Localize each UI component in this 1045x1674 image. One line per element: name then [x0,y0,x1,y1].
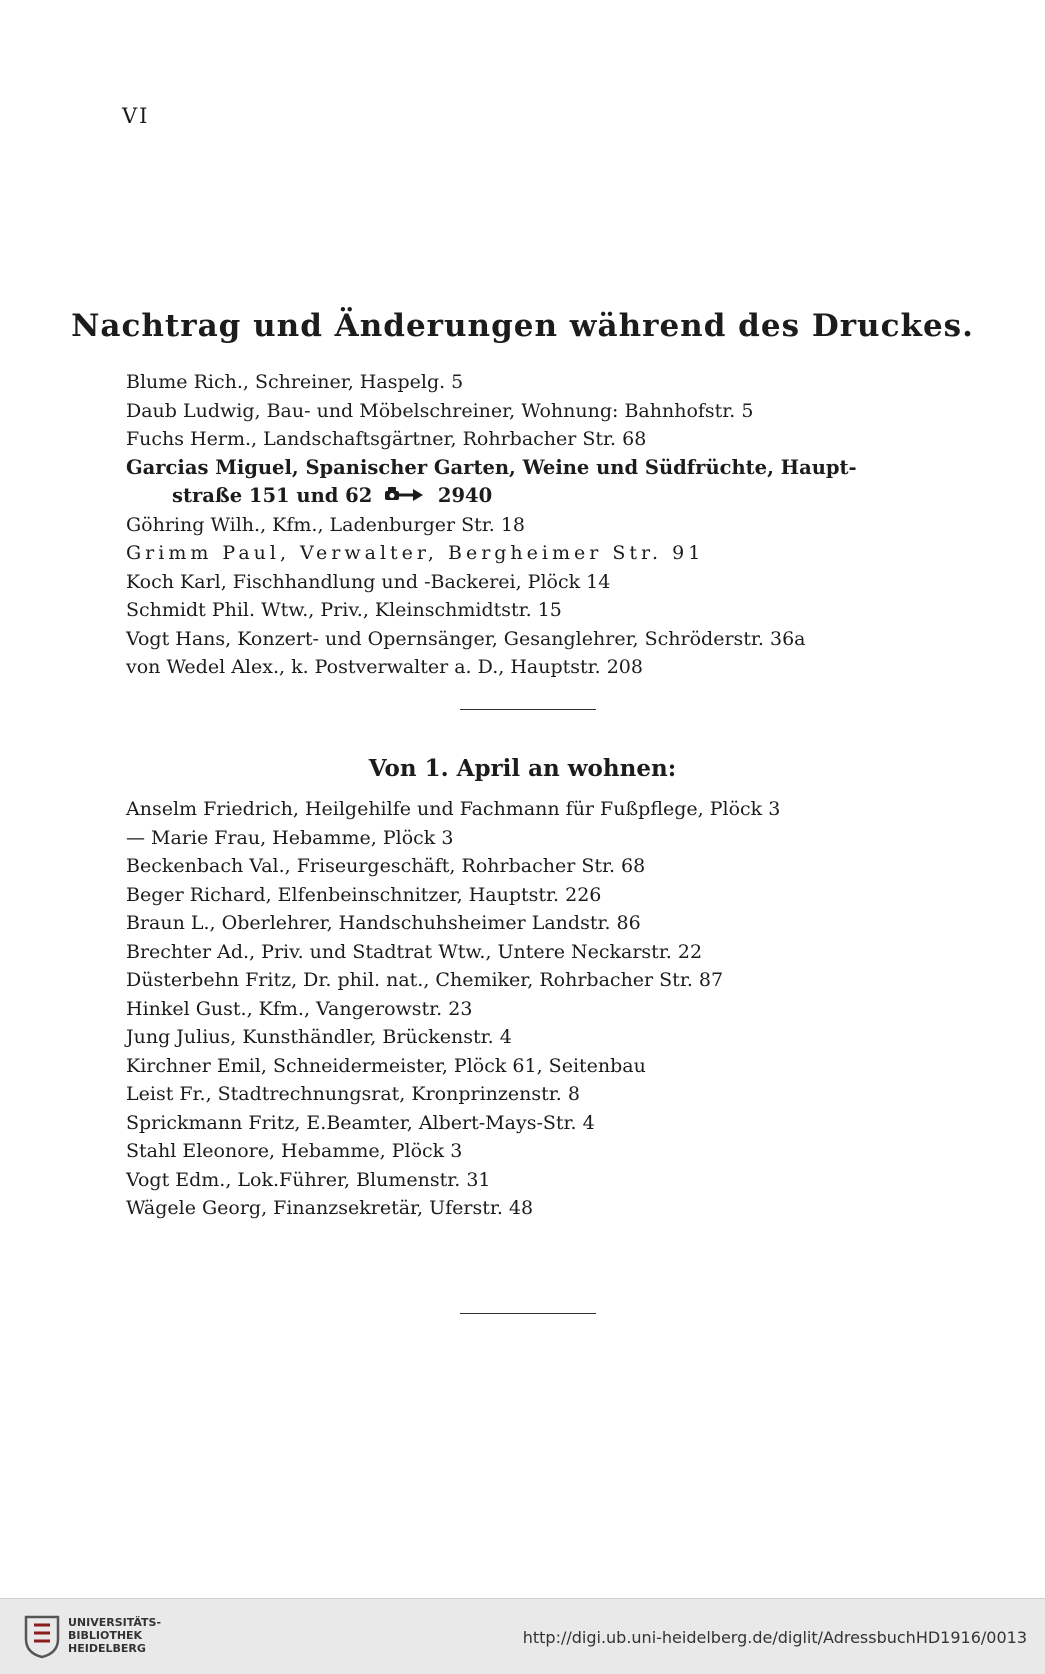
list-item: Braun L., Oberlehrer, Handschuhsheimer Landstr. 86 [126,912,641,934]
divider-rule [460,709,596,710]
list-item: Vogt Hans, Konzert- und Opernsänger, Gesanglehrer, Schröderstr. 36a [126,627,806,650]
bold-entry-address: straße 151 und 62 [172,484,373,507]
list-item: Sprickmann Fritz, E.Beamter, Albert-Mays-Str. 4 [126,1111,595,1134]
bold-entry-line2 [126,482,916,511]
list-item: Düsterbehn Fritz, Dr. phil. nat., Chemiker, Rohrbacher Str. 87 [126,969,724,991]
main-heading: Nachtrag und Änderungen während des Druckes. [71,308,974,344]
bold-entry-line1: Garcias Miguel, Spanischer Garten, Weine und Südfrüchte, Haupt- [126,455,857,479]
supplement-list [126,368,926,682]
list-item: Leist Fr., Stadtrechnungsrat, Kronprinzenstr. 8 [126,1083,580,1105]
list-item: Vogt Edm., Lok.Führer, Blumenstr. 31 [126,1168,491,1191]
university-library-logo [22,1613,62,1659]
divider-rule [460,1313,596,1314]
source-url-link[interactable]: http://digi.ub.uni-heidelberg.de/diglit/AdressbuchHD1916/0013 [522,1628,1027,1647]
list-item: Beckenbach Val., Friseurgeschäft, Rohrbacher Str. 68 [126,855,646,877]
list-item: von Wedel Alex., k. Postverwalter a. D., Hauptstr. 208 [126,656,643,678]
telephone-icon [383,485,427,505]
bold-entry-phone-number: 2940 [437,484,493,507]
list-item: Schmidt Phil. Wtw., Priv., Kleinschmidtstr. 15 [126,599,562,621]
library-name-line: HEIDELBERG [68,1642,146,1655]
library-name-line: BIBLIOTHEK [68,1629,143,1642]
list-item [126,539,926,568]
section-heading: Von 1. April an wohnen: [368,755,677,782]
list-item: — Marie Frau, Hebamme, Plöck 3 [126,826,454,849]
list-item: Kirchner Emil, Schneidermeister, Plöck 61, Seitenbau [126,1054,646,1077]
list-item: Göhring Wilh., Kfm., Ladenburger Str. 18 [126,513,526,536]
list-item: Koch Karl, Fischhandlung und -Backerei, Plöck 14 [126,570,611,593]
list-item-text: Grimm Paul, Verwalter, Bergheimer Str. 91 [126,542,705,564]
list-item: Anselm Friedrich, Heilgehilfe und Fachmann für Fußpflege, Plöck 3 [126,798,781,820]
list-item: Daub Ludwig, Bau- und Möbelschreiner, Wohnung: Bahnhofstr. 5 [126,399,754,422]
list-item: Fuchs Herm., Landschaftsgärtner, Rohrbacher Str. 68 [126,428,647,450]
library-name-line: UNIVERSITÄTS- [68,1616,162,1629]
list-item: Stahl Eleonore, Hebamme, Plöck 3 [126,1140,463,1162]
list-item: Beger Richard, Elfenbeinschnitzer, Hauptstr. 226 [126,883,602,906]
list-item: Brechter Ad., Priv. und Stadtrat Wtw., Untere Neckarstr. 22 [126,940,703,963]
page-number: VI [122,104,150,128]
library-name [68,1616,161,1655]
list-item: Blume Rich., Schreiner, Haspelg. 5 [126,371,464,393]
april-resident-list [126,795,926,1223]
list-item: Hinkel Gust., Kfm., Vangerowstr. 23 [126,997,473,1020]
list-item-highlighted [126,454,916,511]
list-item: Wägele Georg, Finanzsekretär, Uferstr. 48 [126,1197,534,1219]
footer-bar [0,1598,1045,1674]
list-item: Jung Julius, Kunsthändler, Brückenstr. 4 [126,1026,512,1048]
